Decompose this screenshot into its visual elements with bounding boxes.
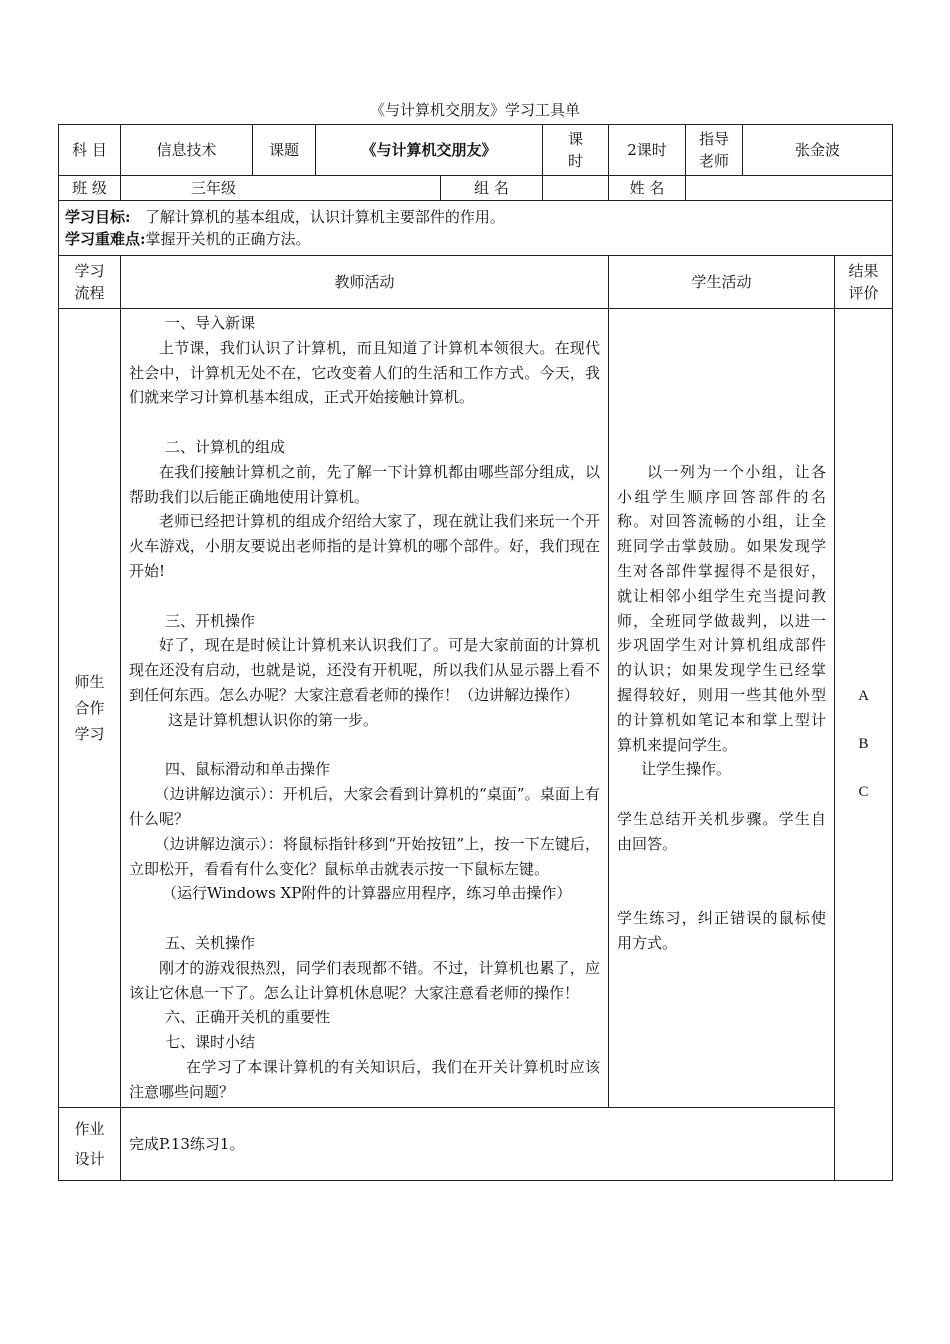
subject-value: 信息技术 [121,125,253,176]
student-header: 学生活动 [609,256,835,309]
student-paragraph-2: 让学生操作。 [641,760,732,779]
group-value[interactable] [543,176,609,200]
section-4-title: 四、鼠标滑动和单击操作 [165,760,331,779]
advisor-label-line-2: 老师 [699,152,730,170]
section-4-paragraph-3: （运行Windows XP附件的计算器应用程序，练习单击操作） [162,884,572,903]
section-2-title: 二、计算机的组成 [165,437,286,456]
goal-label: 学习目标: [65,208,131,226]
subject-label: 科 目 [59,125,121,176]
hours-label-line-1: 课 [568,130,584,148]
flow-header [59,256,121,309]
section-2-paragraph-1: 在我们接触计算机之前，先了解一下计算机都由哪些部分组成，以帮助我们以后能正确地使用计算机。 [129,462,601,506]
info-row-1 [59,125,893,176]
section-2-paragraph-2: 老师已经把计算机的组成介绍给大家了，现在就让我们来玩一个开火车游戏，小朋友要说出老师指的是计算机的哪个部件。好，我们现在开始! [129,512,601,580]
advisor-value: 张金波 [795,141,841,159]
header-row [59,256,893,309]
result-header-line-2: 评价 [848,284,879,302]
section-3-title: 三、开机操作 [165,611,256,630]
topic-label: 课题 [253,125,316,176]
advisor-label-line-1: 指导 [699,130,730,148]
student-paragraph-1: 以一列为一个小组，让各小组学生顺序回答部件的名称。对回答流畅的小组，让全班同学击掌鼓励。如果发现学生对各部件掌握得不是很好，就让相邻小组学生充当提问教师，全班同学做裁判，以进一步巩固学生对计算机组成部件的认识；如果发现学生已经掌握得较好，则用一些其他外型的计算机如笔记本和掌上型计算机来提问学生。 [617,462,827,754]
hours-value: 2课时 [609,125,686,176]
class-label: 班 级 [59,176,121,201]
section-6-title: 六、正确开关机的重要性 [165,1008,331,1027]
result-header-line-1: 结果 [848,262,879,280]
flow-header-line-2: 流程 [74,284,105,302]
stage-label [59,309,121,1108]
key-line [65,228,886,250]
goals-row [59,201,893,256]
flow-header-line-1: 学习 [74,262,105,280]
info-row-2 [59,176,893,201]
section-3-paragraph-2: 这是计算机想认识你的第一步。 [168,710,379,729]
topic-value: 《与计算机交朋友》 [316,125,543,176]
section-4-paragraph-1: （边讲解边演示）：开机后，大家会看到计算机的“桌面”。桌面上有什么呢？ [129,785,601,828]
section-1-title: 一、导入新课 [165,314,256,332]
key-text: 掌握开关机的正确方法。 [145,230,311,248]
student-paragraph-4: 学生练习，纠正错误的鼠标使用方式。 [617,909,827,952]
student-paragraph-3: 学生总结开关机步骤。学生自由回答。 [617,809,827,853]
goal-line [65,206,886,228]
document-title: 《与计算机交朋友》学习工具单 [369,101,580,119]
goals-cell [59,201,893,256]
section-7-paragraph: 在学习了本课计算机的有关知识后，我们在开关计算机时应该注意哪些问题？ [129,1057,601,1101]
key-label: 学习重难点: [65,230,146,248]
goal-text: 了解计算机的基本组成，认识计算机主要部件的作用。 [144,208,505,226]
teacher-header: 教师活动 [121,256,609,309]
stage-label-line-3: 学习 [74,724,105,743]
homework-label-line-1: 作业 [74,1119,105,1138]
section-4-paragraph-2: （边讲解边演示）：将鼠标指针移到“开始按钮”上，按一下左键后，立即松开，看看有什么变化？鼠标单击就表示按一下鼠标左键。 [129,834,601,878]
stage-label-line-1: 师生 [74,672,105,691]
homework-text: 完成P.13练习1。 [121,1107,835,1180]
worksheet-table [58,124,893,1181]
main-content-row [59,309,893,1108]
homework-label-line-2: 设计 [74,1149,105,1168]
teacher-activity [121,309,609,1108]
section-7-title: 七、课时小结 [165,1033,256,1052]
class-value: 三年级 [121,176,441,201]
name-label: 姓 名 [629,179,665,197]
advisor-cell [686,125,893,176]
homework-label [59,1107,121,1180]
advisor-label [686,125,743,175]
name-value[interactable] [686,176,893,201]
homework-row [59,1107,893,1180]
hours-label-line-2: 时 [568,152,584,170]
hours-label [543,125,609,176]
grade-a: A [858,688,869,705]
section-3-paragraph-1: 好了，现在是时候让计算机来认识我们了。可是大家前面的计算机现在还没有启动，也就是说，还没有开机呢，所以我们从显示器上看不到任何东西。怎么办呢？大家注意看老师的操作！（边讲解边操作） [129,636,601,704]
result-grades [835,309,893,1181]
group-value-cell [543,176,686,201]
result-header [835,256,893,309]
student-activity [609,309,835,1108]
section-1-paragraph: 上节课，我们认识了计算机，而且知道了计算机本领很大。在现代社会中，计算机无处不在，它改变着人们的生活和工作方式。今天，我们就来学习计算机基本组成，正式开始接触计算机。 [129,338,601,407]
group-label: 组 名 [441,176,543,201]
stage-label-line-2: 合作 [74,698,105,717]
section-5-title: 五、关机操作 [165,933,256,952]
section-5-paragraph: 刚才的游戏很热烈，同学们表现都不错。不过，计算机也累了，应该让它休息一下了。怎么让计算机休息呢？大家注意看老师的操作！ [129,958,601,1002]
grade-c: C [858,784,869,801]
grade-b: B [858,736,869,753]
